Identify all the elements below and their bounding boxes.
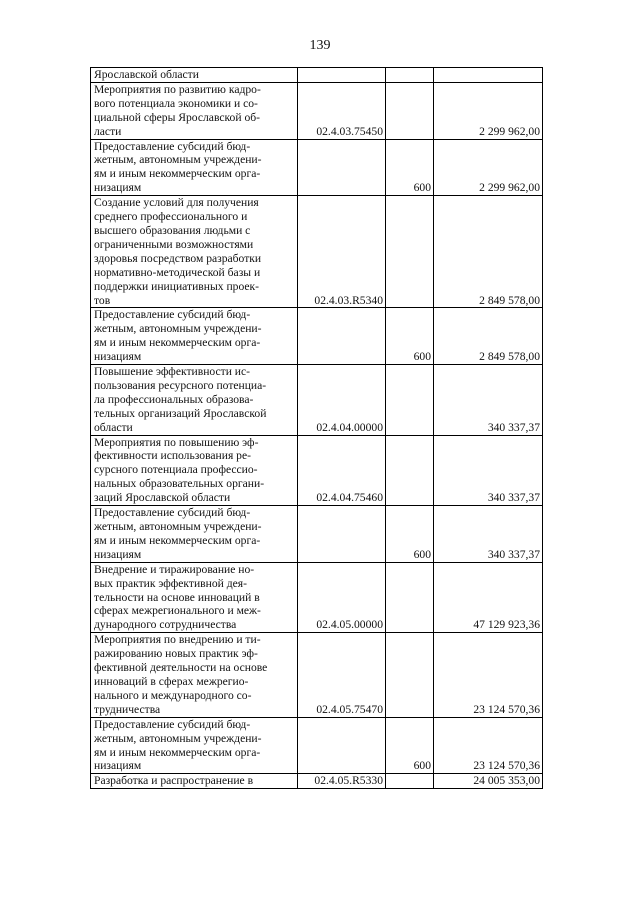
description-line: вого потенциала экономики и со-	[94, 96, 258, 110]
row-description	[91, 308, 298, 365]
description-line: инноваций в сферах межрегио-	[94, 674, 249, 688]
description-line: ограниченными возможностями	[94, 237, 254, 251]
description-line: низациям	[94, 181, 142, 195]
row-amount	[434, 68, 543, 83]
budget-table-body	[91, 68, 543, 789]
row-amount: 340 337,37	[434, 435, 543, 506]
row-amount: 2 299 962,00	[434, 82, 543, 139]
row-amount: 2 299 962,00	[434, 139, 543, 196]
description-line: заций Ярославской области	[94, 491, 231, 505]
description-line: жетным, автономным учреждени-	[94, 520, 262, 533]
description-line: жетным, автономным учреждени-	[94, 731, 262, 745]
budget-table	[90, 67, 543, 789]
row-expense-type: 600	[386, 506, 434, 563]
description-line: области	[94, 420, 133, 434]
row-amount: 340 337,37	[434, 506, 543, 563]
row-expense-type	[386, 196, 434, 308]
row-description	[91, 633, 298, 717]
description-line: Предоставление субсидий бюд-	[94, 506, 251, 520]
row-expense-type	[386, 562, 434, 633]
description-line: поддержки инициативных проек-	[94, 279, 260, 293]
page-number: 139	[309, 38, 331, 53]
table-row	[91, 717, 543, 774]
row-amount: 23 124 570,36	[434, 717, 543, 774]
row-expense-type: 600	[386, 717, 434, 774]
row-description	[91, 139, 298, 196]
row-target-code: 02.4.03.R5340	[298, 196, 386, 308]
row-target-code	[298, 717, 386, 774]
table-row	[91, 196, 543, 308]
description-line: Мероприятия по развитию кадро-	[94, 82, 261, 96]
description-line: Ярославской области	[94, 68, 199, 81]
description-line: Внедрение и тиражирование но-	[94, 562, 255, 576]
description-line: ям и иным некоммерческим орга-	[94, 533, 261, 547]
row-expense-type: 600	[386, 308, 434, 365]
description-line: ласти	[94, 124, 122, 138]
row-description	[91, 717, 298, 774]
row-target-code: 02.4.04.75460	[298, 435, 386, 506]
table-row	[91, 365, 543, 436]
table-row	[91, 506, 543, 563]
row-expense-type	[386, 633, 434, 717]
row-target-code: 02.4.03.75450	[298, 82, 386, 139]
row-description	[91, 196, 298, 308]
row-amount: 2 849 578,00	[434, 196, 543, 308]
table-row	[91, 435, 543, 506]
row-description	[91, 82, 298, 139]
row-expense-type: 600	[386, 139, 434, 196]
description-line: Предоставление субсидий бюд-	[94, 717, 251, 731]
description-line: жетным, автономным учреждени-	[94, 153, 262, 167]
description-line: жетным, автономным учреждени-	[94, 322, 262, 336]
row-amount: 340 337,37	[434, 365, 543, 436]
description-line: ям и иным некоммерческим орга-	[94, 336, 261, 350]
table-row	[91, 774, 543, 789]
description-line: трудничества	[94, 702, 161, 716]
row-target-code	[298, 308, 386, 365]
row-target-code	[298, 506, 386, 563]
description-line: циальной сферы Ярославской об-	[94, 110, 261, 124]
table-row	[91, 82, 543, 139]
row-target-code	[298, 139, 386, 196]
row-description	[91, 68, 298, 83]
row-description	[91, 774, 298, 789]
row-description	[91, 435, 298, 506]
description-line: Создание условий для получения	[94, 196, 259, 210]
description-line: ям и иным некоммерческим орга-	[94, 745, 261, 759]
table-row	[91, 633, 543, 717]
row-target-code: 02.4.05.00000	[298, 562, 386, 633]
row-amount: 2 849 578,00	[434, 308, 543, 365]
description-line: Мероприятия по повышению эф-	[94, 435, 259, 449]
row-amount: 23 124 570,36	[434, 633, 543, 717]
description-line: Предоставление субсидий бюд-	[94, 139, 251, 153]
row-expense-type	[386, 82, 434, 139]
description-line: Мероприятия по внедрению и ти-	[94, 633, 261, 647]
description-line: вых практик эффективной дея-	[94, 576, 247, 590]
row-expense-type	[386, 435, 434, 506]
description-line: Разработка и распространение в	[94, 774, 254, 788]
description-line: ям и иным некоммерческим орга-	[94, 167, 261, 181]
row-amount: 47 129 923,36	[434, 562, 543, 633]
row-expense-type	[386, 774, 434, 789]
row-description	[91, 365, 298, 436]
row-description	[91, 562, 298, 633]
description-line: здоровья посредством разработки	[94, 251, 262, 265]
description-line: нальных образовательных органи-	[94, 477, 265, 491]
description-line: нального и международного со-	[94, 688, 252, 702]
description-line: дународного сотрудничества	[94, 618, 237, 632]
row-expense-type	[386, 365, 434, 436]
description-line: фективной деятельности на основе	[94, 661, 268, 675]
description-line: тельности на основе инноваций в	[94, 590, 260, 604]
table-row	[91, 68, 543, 83]
description-line: Предоставление субсидий бюд-	[94, 308, 251, 322]
description-line: высшего образования людьми с	[94, 223, 251, 237]
table-row	[91, 139, 543, 196]
description-line: сферах межрегионального и меж-	[94, 604, 261, 618]
description-line: низациям	[94, 350, 142, 364]
description-line: сурсного потенциала профессио-	[94, 463, 258, 477]
description-line: среднего профессионального и	[94, 210, 248, 224]
row-target-code	[298, 68, 386, 83]
description-line: тельных организаций Ярославской	[94, 406, 267, 420]
row-description	[91, 506, 298, 563]
row-target-code: 02.4.04.00000	[298, 365, 386, 436]
description-line: пользования ресурсного потенциа-	[94, 378, 267, 392]
description-line: нормативно-методической базы и	[94, 265, 261, 279]
description-line: низациям	[94, 547, 142, 561]
description-line: фективности использования ре-	[94, 449, 251, 463]
table-row	[91, 562, 543, 633]
table-row	[91, 308, 543, 365]
row-target-code: 02.4.05.75470	[298, 633, 386, 717]
description-line: низациям	[94, 759, 142, 773]
row-target-code: 02.4.05.R5330	[298, 774, 386, 789]
description-line: ражированию новых практик эф-	[94, 647, 258, 661]
description-line: Повышение эффективности ис-	[94, 365, 251, 379]
row-expense-type	[386, 68, 434, 83]
row-amount: 24 005 353,00	[434, 774, 543, 789]
description-line: тов	[94, 293, 111, 307]
description-line: ла профессиональных образова-	[94, 392, 254, 406]
